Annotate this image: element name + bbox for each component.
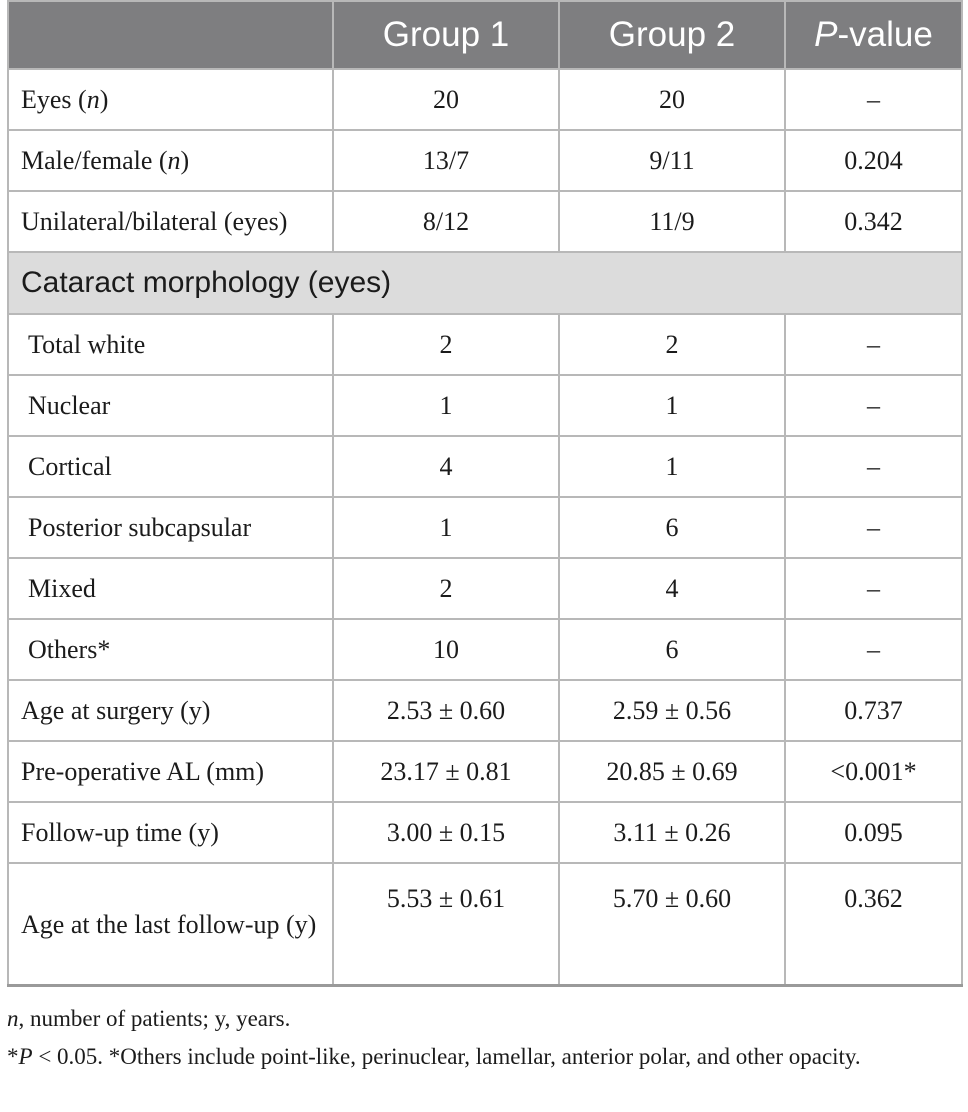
row-label: Posterior subcapsular — [8, 497, 333, 558]
table-row — [8, 375, 962, 436]
group-2-value: 2 — [559, 314, 785, 375]
p-value: 0.204 — [785, 130, 962, 191]
table-container — [7, 0, 961, 987]
group-1-value: 8/12 — [333, 191, 559, 252]
group-2-value: 4 — [559, 558, 785, 619]
p-value: 0.737 — [785, 680, 962, 741]
table-row — [8, 130, 962, 191]
label-text: Male/female ( — [21, 145, 168, 175]
group-2-value: 2.59 ± 0.56 — [559, 680, 785, 741]
group-2-value: 1 — [559, 375, 785, 436]
row-label: Nuclear — [8, 375, 333, 436]
footnote-italic: n — [7, 1006, 19, 1031]
footnote-significance — [7, 1040, 961, 1074]
group-2-value: 9/11 — [559, 130, 785, 191]
p-value: – — [785, 375, 962, 436]
table-row — [8, 863, 962, 986]
section-heading: Cataract morphology (eyes) — [8, 252, 962, 314]
p-value: – — [785, 497, 962, 558]
table-row — [8, 69, 962, 130]
group-1-value: 2.53 ± 0.60 — [333, 680, 559, 741]
header-p-rest: -value — [837, 15, 933, 54]
group-2-value: 1 — [559, 436, 785, 497]
group-2-value: 5.70 ± 0.60 — [559, 863, 785, 986]
label-end: ) — [180, 145, 190, 175]
p-value: 0.362 — [785, 863, 962, 986]
header-p-italic: P — [814, 15, 838, 54]
row-label: Cortical — [8, 436, 333, 497]
header-p-value — [785, 1, 962, 69]
group-2-value: 11/9 — [559, 191, 785, 252]
p-value: <0.001* — [785, 741, 962, 802]
group-1-value: 20 — [333, 69, 559, 130]
table-row — [8, 436, 962, 497]
header-group-1: Group 1 — [333, 1, 559, 69]
row-label — [8, 130, 333, 191]
group-1-value: 4 — [333, 436, 559, 497]
row-label: Total white — [8, 314, 333, 375]
group-1-value: 13/7 — [333, 130, 559, 191]
footnote-italic: P — [18, 1044, 33, 1069]
row-label — [8, 69, 333, 130]
table-row — [8, 497, 962, 558]
group-1-value: 10 — [333, 619, 559, 680]
label-italic: n — [167, 145, 181, 175]
footnote-abbreviations — [7, 1002, 961, 1036]
table-row — [8, 680, 962, 741]
group-1-value: 2 — [333, 314, 559, 375]
header-row — [8, 1, 962, 69]
group-1-value: 1 — [333, 375, 559, 436]
row-label: Pre-operative AL (mm) — [8, 741, 333, 802]
group-2-value: 20.85 ± 0.69 — [559, 741, 785, 802]
table-row — [8, 619, 962, 680]
group-1-value: 1 — [333, 497, 559, 558]
group-1-value: 23.17 ± 0.81 — [333, 741, 559, 802]
p-value: – — [785, 619, 962, 680]
row-label: Others* — [8, 619, 333, 680]
footnote-star: * — [7, 1044, 19, 1069]
label-end: ) — [99, 84, 109, 114]
table-row — [8, 314, 962, 375]
footnote-text: , number of patients; y, years. — [18, 1006, 291, 1031]
group-1-value: 5.53 ± 0.61 — [333, 863, 559, 986]
demographics-table — [7, 0, 963, 987]
section-row — [8, 252, 962, 314]
footnote-text: < 0.05. *Others include point-like, perinuclear, lamellar, anterior polar, and other opacity. — [32, 1044, 861, 1069]
group-2-value: 6 — [559, 619, 785, 680]
row-label: Age at surgery (y) — [8, 680, 333, 741]
label-italic: n — [86, 84, 100, 114]
group-1-value: 3.00 ± 0.15 — [333, 802, 559, 863]
header-group-2: Group 2 — [559, 1, 785, 69]
group-1-value: 2 — [333, 558, 559, 619]
row-label: Follow-up time (y) — [8, 802, 333, 863]
p-value: 0.342 — [785, 191, 962, 252]
row-label: Unilateral/bilateral (eyes) — [8, 191, 333, 252]
label-text: Eyes ( — [21, 84, 87, 114]
group-2-value: 3.11 ± 0.26 — [559, 802, 785, 863]
header-blank — [8, 1, 333, 69]
table-row — [8, 741, 962, 802]
row-label: Mixed — [8, 558, 333, 619]
table-row — [8, 191, 962, 252]
group-2-value: 6 — [559, 497, 785, 558]
table-row — [8, 802, 962, 863]
table-row — [8, 558, 962, 619]
p-value: – — [785, 314, 962, 375]
row-label: Age at the last follow-up (y) — [8, 863, 333, 986]
group-2-value: 20 — [559, 69, 785, 130]
p-value: – — [785, 436, 962, 497]
p-value: – — [785, 558, 962, 619]
table-footnotes — [7, 1002, 961, 1074]
p-value: – — [785, 69, 962, 130]
p-value: 0.095 — [785, 802, 962, 863]
